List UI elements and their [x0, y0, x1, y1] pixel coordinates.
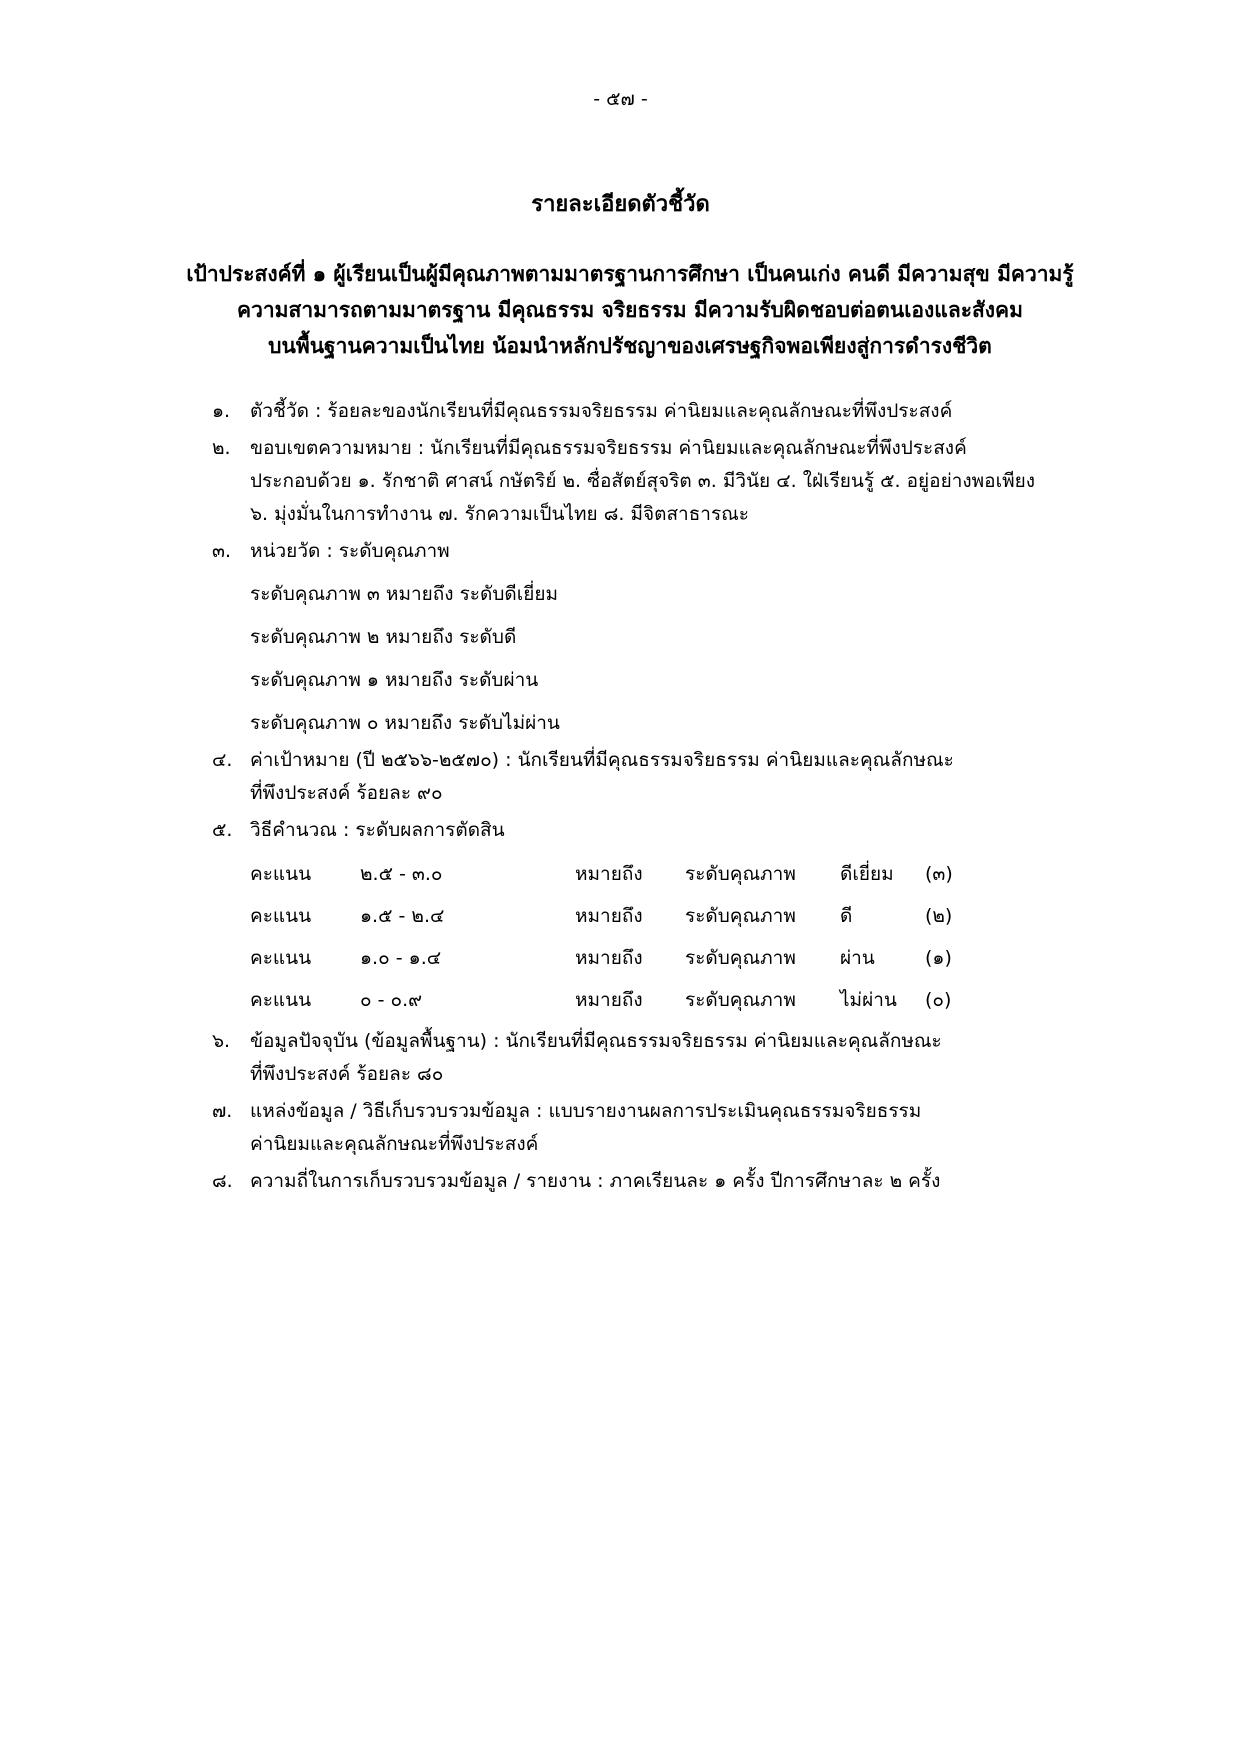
item-frequency [212, 1165, 1132, 1198]
quality-level-line: ระดับคุณภาพ ๐ หมายถึง ระดับไม่ผ่าน [250, 712, 560, 734]
page-title: รายละเอียดตัวชี้วัด [531, 192, 710, 217]
item-target [212, 744, 1132, 810]
score-level: ดีเยี่ยม [840, 862, 894, 885]
item-calculation [212, 814, 1132, 1021]
item-text: ความถี่ในการเก็บรวบรวมข้อมูล / รายงาน : ภาคเรียนละ ๑ ครั้ง ปีการศึกษาละ ๒ ครั้ง [250, 1170, 941, 1192]
score-code: (๐) [925, 988, 952, 1011]
score-quality: ระดับคุณภาพ [685, 904, 796, 927]
score-code: (๒) [925, 904, 953, 927]
item-number: ๗. [212, 1100, 233, 1122]
item-data-source [212, 1095, 1132, 1161]
quality-level-line: ระดับคุณภาพ ๑ หมายถึง ระดับผ่าน [250, 669, 539, 691]
item-text: แหล่งข้อมูล / วิธีเก็บรวบรวมข้อมูล : แบบรายงานผลการประเมินคุณธรรมจริยธรรม [250, 1100, 922, 1122]
item-text: ที่พึงประสงค์ ร้อยละ ๘๐ [250, 1063, 444, 1085]
goal-line: เป้าประสงค์ที่ ๑ ผู้เรียนเป็นผู้มีคุณภาพตามมาตรฐานการศึกษา เป็นคนเก่ง คนดี มีความสุข มีความรู้ [186, 262, 1074, 286]
goal-line: ความสามารถตามมาตรฐาน มีคุณธรรม จริยธรรม มีความรับผิดชอบต่อตนเองและสังคม [237, 298, 1023, 322]
item-number: ๒. [212, 437, 231, 459]
item-baseline [212, 1025, 1132, 1091]
goal-heading [150, 256, 1110, 364]
item-unit [212, 535, 1132, 740]
indicator-list [212, 395, 1132, 1202]
score-range: ๑.๕ - ๒.๔ [360, 904, 445, 927]
item-text: วิธีคำนวณ : ระดับผลการตัดสิน [250, 819, 505, 841]
item-text: ตัวชี้วัด : ร้อยละของนักเรียนที่มีคุณธรรมจริยธรรม ค่านิยมและคุณลักษณะที่พึงประสงค์ [250, 400, 953, 422]
score-level: ผ่าน [840, 946, 875, 969]
item-number: ๕. [212, 819, 233, 841]
score-meaning: หมายถึง [575, 988, 643, 1011]
score-level: ดี [840, 904, 853, 927]
score-range: ๒.๕ - ๓.๐ [360, 862, 443, 885]
item-text: ข้อมูลปัจจุบัน (ข้อมูลพื้นฐาน) : นักเรียนที่มีคุณธรรมจริยธรรม ค่านิยมและคุณลักษณะ [250, 1030, 942, 1052]
score-quality: ระดับคุณภาพ [685, 862, 796, 885]
score-code: (๓) [925, 862, 953, 885]
item-text: ขอบเขตความหมาย : นักเรียนที่มีคุณธรรมจริยธรรม ค่านิยมและคุณลักษณะที่พึงประสงค์ [250, 437, 967, 459]
item-text: หน่วยวัด : ระดับคุณภาพ [250, 540, 450, 562]
table-row [250, 895, 985, 937]
score-label: คะแนน [250, 904, 312, 927]
quality-level-line: ระดับคุณภาพ ๒ หมายถึง ระดับดี [250, 626, 517, 648]
item-number: ๓. [212, 540, 232, 562]
item-text: ประกอบด้วย ๑. รักชาติ ศาสน์ กษัตริย์ ๒. ซื่อสัตย์สุจริต ๓. มีวินัย ๔. ใฝ่เรียนรู้ ๕. อยู่อย่างพอเพียง [250, 470, 1036, 492]
item-text: ที่พึงประสงค์ ร้อยละ ๙๐ [250, 782, 443, 804]
item-number: ๖. [212, 1030, 231, 1052]
item-scope [212, 432, 1132, 531]
item-text: ค่าเป้าหมาย (ปี ๒๕๖๖-๒๕๗๐) : นักเรียนที่มีคุณธรรมจริยธรรม ค่านิยมและคุณลักษณะ [250, 749, 954, 771]
item-indicator [212, 395, 1132, 428]
table-row [250, 937, 985, 979]
item-number: ๑. [212, 400, 231, 422]
goal-line: บนพื้นฐานความเป็นไทย น้อมนำหลักปรัชญาของเศรษฐกิจพอเพียงสู่การดำรงชีวิต [268, 334, 992, 358]
score-meaning: หมายถึง [575, 904, 643, 927]
score-quality: ระดับคุณภาพ [685, 988, 796, 1011]
score-range: ๑.๐ - ๑.๔ [360, 946, 442, 969]
score-label: คะแนน [250, 946, 312, 969]
score-table [250, 853, 985, 1021]
score-quality: ระดับคุณภาพ [685, 946, 796, 969]
score-meaning: หมายถึง [575, 862, 643, 885]
table-row [250, 853, 985, 895]
score-range: ๐ - ๐.๙ [360, 988, 423, 1011]
item-number: ๘. [212, 1170, 233, 1192]
score-code: (๑) [925, 946, 952, 969]
page-number: - ๕๗ - [593, 88, 648, 110]
item-text: ค่านิยมและคุณลักษณะที่พึงประสงค์ [250, 1133, 539, 1155]
score-meaning: หมายถึง [575, 946, 643, 969]
score-level: ไม่ผ่าน [840, 988, 897, 1011]
score-label: คะแนน [250, 862, 312, 885]
score-label: คะแนน [250, 988, 312, 1011]
item-text: ๖. มุ่งมั่นในการทำงาน ๗. รักความเป็นไทย ๘. มีจิตสาธารณะ [250, 503, 750, 525]
item-number: ๔. [212, 749, 233, 771]
table-row [250, 979, 985, 1021]
quality-level-line: ระดับคุณภาพ ๓ หมายถึง ระดับดีเยี่ยม [250, 583, 559, 605]
